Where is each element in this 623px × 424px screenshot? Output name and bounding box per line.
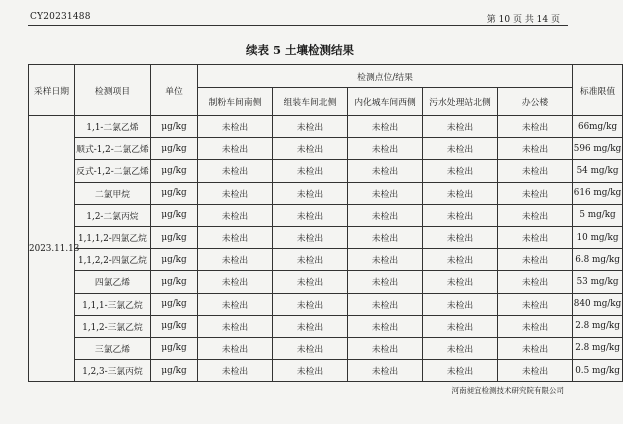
result-cell: 未检出 — [273, 337, 348, 359]
result-cell: 未检出 — [198, 293, 273, 315]
result-cell: 未检出 — [348, 293, 423, 315]
result-cell: 未检出 — [198, 271, 273, 293]
result-cell: 未检出 — [498, 182, 573, 204]
table-row — [29, 182, 623, 204]
result-cell: 未检出 — [423, 116, 498, 138]
result-cell: 未检出 — [198, 249, 273, 271]
item-cell: 顺式-1,2-二氯乙烯 — [75, 138, 151, 160]
item-cell: 1,1,1-三氯乙烷 — [75, 293, 151, 315]
unit-cell: μg/kg — [151, 249, 198, 271]
result-cell: 未检出 — [423, 182, 498, 204]
limit-cell: 10 mg/kg — [573, 226, 623, 248]
result-cell: 未检出 — [423, 138, 498, 160]
limit-cell: 54 mg/kg — [573, 160, 623, 182]
header-test-item: 检测项目 — [75, 65, 151, 116]
result-cell: 未检出 — [273, 226, 348, 248]
item-cell: 反式-1,2-二氯乙烯 — [75, 160, 151, 182]
result-cell: 未检出 — [273, 182, 348, 204]
table-row — [29, 293, 623, 315]
item-cell: 1,1,2,2-四氯乙烷 — [75, 249, 151, 271]
result-cell: 未检出 — [348, 315, 423, 337]
limit-cell: 6.8 mg/kg — [573, 249, 623, 271]
table-row — [29, 271, 623, 293]
result-cell: 未检出 — [423, 204, 498, 226]
unit-cell: μg/kg — [151, 360, 198, 382]
result-cell: 未检出 — [273, 271, 348, 293]
header-point: 组装车间北侧 — [273, 88, 348, 116]
result-cell: 未检出 — [273, 249, 348, 271]
result-cell: 未检出 — [198, 315, 273, 337]
item-cell: 1,1-二氯乙烯 — [75, 116, 151, 138]
limit-cell: 2.8 mg/kg — [573, 337, 623, 359]
table-row — [29, 138, 623, 160]
header-point: 办公楼 — [498, 88, 573, 116]
result-cell: 未检出 — [423, 337, 498, 359]
item-cell: 1,2-二氯丙烷 — [75, 204, 151, 226]
limit-cell: 596 mg/kg — [573, 138, 623, 160]
item-cell: 四氯乙烯 — [75, 271, 151, 293]
result-cell: 未检出 — [498, 360, 573, 382]
result-cell: 未检出 — [348, 160, 423, 182]
result-cell: 未检出 — [423, 360, 498, 382]
footer-company: 河南昶宜检测技术研究院有限公司 — [451, 386, 564, 395]
result-cell: 未检出 — [423, 293, 498, 315]
table-row — [29, 204, 623, 226]
header-divider — [28, 25, 568, 26]
header-point: 制粉车间南侧 — [198, 88, 273, 116]
item-cell: 1,1,2-三氯乙烷 — [75, 315, 151, 337]
header-sample-date: 采样日期 — [29, 65, 75, 116]
result-cell: 未检出 — [423, 160, 498, 182]
result-cell: 未检出 — [423, 271, 498, 293]
result-cell: 未检出 — [498, 271, 573, 293]
table-row — [29, 337, 623, 359]
result-cell: 未检出 — [198, 182, 273, 204]
document-code: CY20231488 — [30, 12, 91, 22]
result-cell: 未检出 — [348, 204, 423, 226]
result-cell: 未检出 — [498, 315, 573, 337]
result-cell: 未检出 — [273, 116, 348, 138]
table-row — [29, 160, 623, 182]
result-cell: 未检出 — [498, 337, 573, 359]
header-standard-limit: 标准限值 — [573, 65, 623, 116]
result-cell: 未检出 — [348, 249, 423, 271]
result-cell: 未检出 — [198, 337, 273, 359]
result-cell: 未检出 — [198, 160, 273, 182]
unit-cell: μg/kg — [151, 337, 198, 359]
limit-cell: 2.8 mg/kg — [573, 315, 623, 337]
table-row — [29, 360, 623, 382]
unit-cell: μg/kg — [151, 204, 198, 226]
result-cell: 未检出 — [498, 116, 573, 138]
result-cell: 未检出 — [423, 249, 498, 271]
unit-cell: μg/kg — [151, 116, 198, 138]
result-cell: 未检出 — [273, 315, 348, 337]
page-indicator: 第 10 页 共 14 页 — [486, 15, 560, 25]
result-cell: 未检出 — [423, 315, 498, 337]
header-point: 内化城车间西侧 — [348, 88, 423, 116]
result-cell: 未检出 — [198, 226, 273, 248]
limit-cell: 66mg/kg — [573, 116, 623, 138]
result-cell: 未检出 — [348, 337, 423, 359]
result-cell: 未检出 — [348, 116, 423, 138]
result-cell: 未检出 — [498, 249, 573, 271]
limit-cell: 616 mg/kg — [573, 182, 623, 204]
result-cell: 未检出 — [348, 226, 423, 248]
item-cell: 三氯乙烯 — [75, 337, 151, 359]
item-cell: 二氯甲烷 — [75, 182, 151, 204]
table-title: 续表 5 土壤检测结果 — [245, 43, 354, 57]
unit-cell: μg/kg — [151, 160, 198, 182]
result-cell: 未检出 — [273, 138, 348, 160]
result-cell: 未检出 — [348, 360, 423, 382]
table-row — [29, 226, 623, 248]
limit-cell: 5 mg/kg — [573, 204, 623, 226]
unit-cell: μg/kg — [151, 138, 198, 160]
item-cell: 1,2,3-三氯丙烷 — [75, 360, 151, 382]
result-cell: 未检出 — [348, 138, 423, 160]
header-point: 污水处理站北侧 — [423, 88, 498, 116]
unit-cell: μg/kg — [151, 315, 198, 337]
result-cell: 未检出 — [498, 138, 573, 160]
table-row — [29, 315, 623, 337]
unit-cell: μg/kg — [151, 293, 198, 315]
unit-cell: μg/kg — [151, 226, 198, 248]
table-row — [29, 249, 623, 271]
header-unit: 单位 — [151, 65, 198, 116]
result-cell: 未检出 — [198, 116, 273, 138]
result-cell: 未检出 — [348, 182, 423, 204]
result-cell: 未检出 — [348, 271, 423, 293]
sample-date-cell: 2023.11.13 — [29, 116, 75, 382]
result-cell: 未检出 — [273, 293, 348, 315]
result-cell: 未检出 — [498, 204, 573, 226]
header-points-group: 检测点位/结果 — [198, 65, 573, 88]
soil-results-table — [28, 64, 623, 382]
result-cell: 未检出 — [498, 160, 573, 182]
limit-cell: 53 mg/kg — [573, 271, 623, 293]
result-cell: 未检出 — [198, 360, 273, 382]
item-cell: 1,1,1,2-四氯乙烷 — [75, 226, 151, 248]
result-cell: 未检出 — [498, 293, 573, 315]
result-cell: 未检出 — [198, 138, 273, 160]
unit-cell: μg/kg — [151, 271, 198, 293]
result-cell: 未检出 — [273, 204, 348, 226]
table-row — [29, 116, 623, 138]
unit-cell: μg/kg — [151, 182, 198, 204]
limit-cell: 0.5 mg/kg — [573, 360, 623, 382]
limit-cell: 840 mg/kg — [573, 293, 623, 315]
result-cell: 未检出 — [273, 160, 348, 182]
result-cell: 未检出 — [498, 226, 573, 248]
result-cell: 未检出 — [273, 360, 348, 382]
result-cell: 未检出 — [198, 204, 273, 226]
result-cell: 未检出 — [423, 226, 498, 248]
